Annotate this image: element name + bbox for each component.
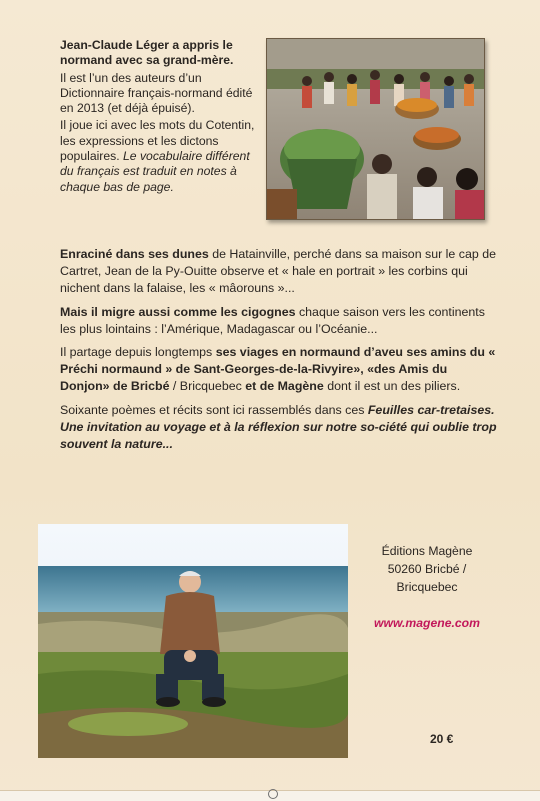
bio-lead: Jean-Claude Léger a appris le normand avec sa grand-mère. <box>60 38 234 68</box>
publisher-info <box>360 542 494 596</box>
paragraph-viages-a: Il partage depuis longtemps <box>60 345 213 360</box>
market-photo-illustration <box>267 39 484 219</box>
bio-dictionary: Il est l’un des auteurs d’un Dictionnaire français-normand édité en 2013 (et déjà épuisé). <box>60 70 253 116</box>
paragraph-viages-c: / Bricquebec <box>172 379 242 394</box>
paragraph-poemes <box>60 402 500 454</box>
author-photo-illustration <box>38 524 348 758</box>
paragraph-poemes-a: Soixante poèmes et récits sont ici rassemblés dans ces <box>60 402 365 417</box>
main-text <box>60 246 500 459</box>
paragraph-cigognes <box>60 304 500 338</box>
market-photo <box>266 38 485 220</box>
paragraph-cigognes-text: chaque saison vers les continents les plus lointains : l’Amérique, Madagascar ou l’Océanie... <box>60 304 485 336</box>
publisher-name: Éditions Magène <box>381 544 473 558</box>
bio-cotentin-text: Il joue ici avec les mots du Cotentin, les expressions et les dictons populaires. <box>60 118 255 164</box>
paragraph-dunes <box>60 246 500 298</box>
bio-cotentin <box>60 118 260 194</box>
bio-vocabulary-note: Le vocabulaire différent du français est traduit en notes à chaque bas de page. <box>60 149 250 194</box>
paragraph-cigognes-bold: Mais il migre aussi comme les cigognes <box>60 304 296 319</box>
paragraph-viages-b: ses viages en normaund d’aveu ses amins du « Préchi normaund » de Sant-Georges-de-la-Rivyire», «des Amis du Donjon» de Bricbé <box>60 345 496 394</box>
price-label: 20 € <box>430 732 454 746</box>
paragraph-viages-e: dont il est un des piliers. <box>327 379 461 394</box>
author-bio <box>60 38 260 197</box>
paragraph-poemes-b: Feuilles car-tretaises. Une invitation au voyage et à la réflexion sur notre so-ciété qui oublie trop souvent la nature... <box>60 402 497 452</box>
publisher-url-link[interactable]: www.magene.com <box>374 616 480 630</box>
paragraph-dunes-text: de Hatainville, perché dans sa maison sur le cap de Cartret, Jean de la Py-Ouitte observe et « hale en portrait » les corbins qui nichent dans la falaise, les « mâorouns »... <box>60 247 496 296</box>
author-photo <box>38 524 348 758</box>
publisher-address: 50260 Bricbé / <box>387 562 467 576</box>
paragraph-dunes-bold: Enraciné dans ses dunes <box>60 247 209 261</box>
registration-mark-icon <box>268 789 278 799</box>
paragraph-viages-d: et de Magène <box>245 379 324 394</box>
publisher-city: Bricquebec <box>396 580 458 594</box>
paragraph-viages <box>60 344 500 396</box>
